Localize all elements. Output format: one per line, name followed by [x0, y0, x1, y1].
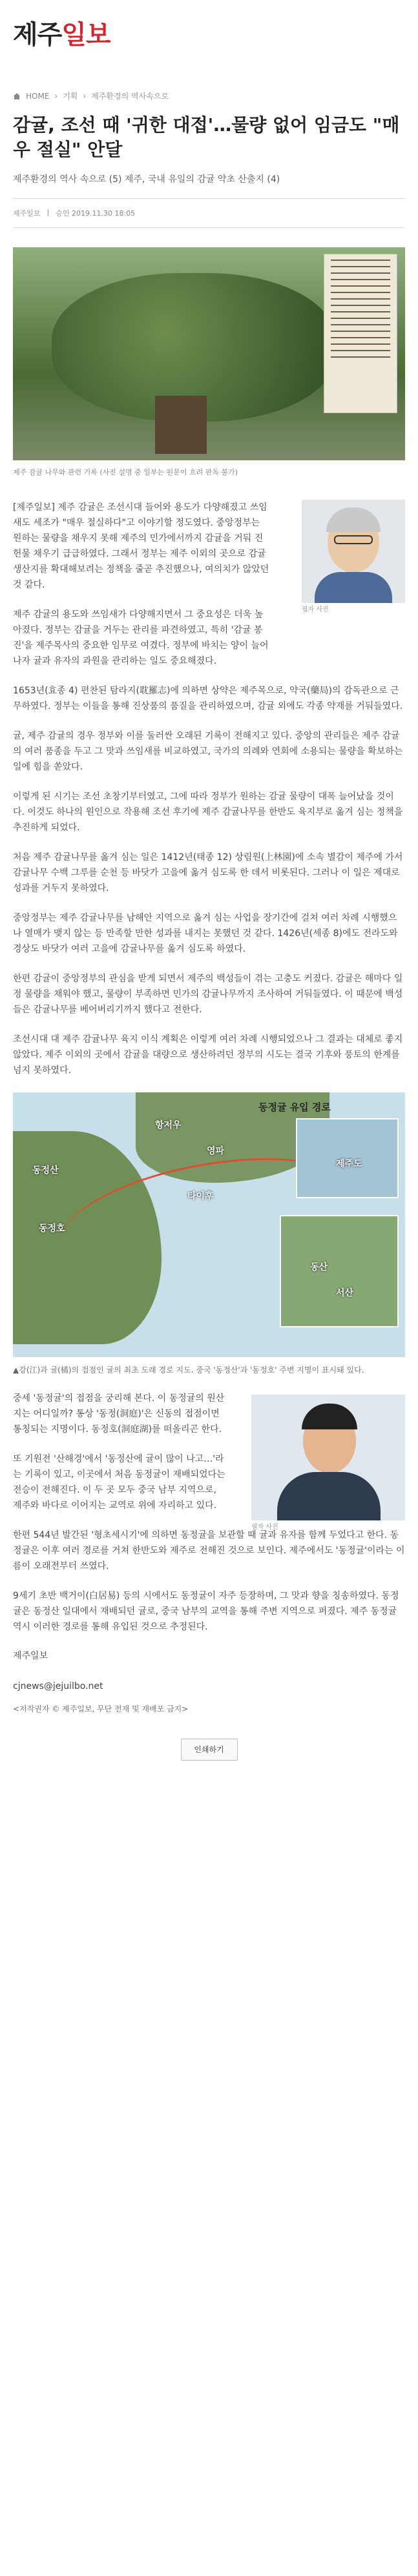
map-label: 타이후 [187, 1191, 214, 1201]
photo-caption: 제주 감귤 나무와 관련 기록 (사진 설명 중 일부는 원문이 흐려 판독 불가) [13, 468, 238, 476]
contact-email[interactable]: cjnews@jejuilbo.net [13, 1681, 103, 1692]
breadcrumb-home[interactable]: HOME [26, 91, 50, 101]
map-caption: ▲강(江)과 귤(橘)의 접점인 귤의 최초 도래 경로 지도. 중국 '동정산'과 '동정호' 주변 지명이 표시돼 있다. [13, 1365, 364, 1375]
article-body-1 [0, 500, 418, 1078]
article-meta: 제주일보 | 승인 2019.11.30 18:05 [13, 198, 405, 228]
map-label: 동정산 [32, 1165, 59, 1176]
site-header [0, 0, 418, 50]
map-title: 동정귤 유입 경로 [258, 1101, 331, 1113]
route-map [13, 1092, 405, 1357]
site-logo[interactable]: 제주일보 [13, 20, 110, 50]
map-label: 동정호 [39, 1223, 65, 1234]
breadcrumb-series[interactable]: 제주환경의 역사속으로 [91, 92, 169, 101]
article-byline: 제주일보 [13, 1651, 48, 1661]
copyright-notice: <저작권자 © 제주일보, 무단 전재 및 재배포 금지> [13, 1704, 189, 1713]
paragraph: 이렇게 된 시기는 조선 초창기부터였고, 그에 따라 정부가 원하는 감귤 물량이 대폭 늘어났을 것이다. 이것도 하나의 원인으로 작용해 조선 후기에 제주 감귤나무를 한반도 육지부로 옮겨 심는 정책을 추진하게 되었다. [13, 792, 403, 833]
paragraph: 제주 감귤의 용도와 쓰임새가 다양해지면서 그 중요성은 더욱 높아졌다. 정부는 감귤을 거두는 관리를 파견하였고, 특히 '감귤 봉진'을 제주목사의 중요한 임무로 여겼다. 정부에 바치는 양이 늘어나자 귤과 유자의 과원을 관리하는 일도 중요해졌다. [13, 609, 269, 666]
paragraph: 중앙정부는 제주 감귤나무를 남해안 지역으로 옮겨 심는 사업을 장기간에 걸쳐 여러 차례 시행했으나 열매가 맺지 않는 등 만족할 만한 성과를 내지는 못했던 것 같다. 1426년(세종 8)에도 전라도와 경상도 바닷가 여러 고을에 감귤나무를 옮겨 심도록 하였다. [13, 913, 398, 954]
paragraph: [제주일보] 제주 감귤은 조선시대 들어와 용도가 다양해졌고 쓰임새도 세조가 "매우 절실하다"고 이야기할 정도였다. 중앙정부는 원하는 물량을 채우지 못해 제주의 민가에서까지 감귤을 거둬 진헌물 채우기 급급하였다. 그래서 정부는 제주 이외의 곳으로 감귤생산지를 확대해보려는 정책을 줄곧 추진했으나, 여의치가 않았던 것 같다. [13, 502, 269, 590]
paragraph: 9세기 초반 백거이(白居易) 등의 시에서도 동정귤이 자주 등장하며, 그 맛과 향을 칭송하였다. 동정귤은 동정산 일대에서 재배되던 귤로, 중국 남부의 교역을 통해 주변 지역으로 퍼졌다. 제주 동정귤 역시 이러한 경로를 통해 유입된 것으로 추정된다. [13, 1591, 399, 1632]
map-label: 제주도 [336, 1159, 362, 1169]
author-portrait [302, 500, 405, 616]
paragraph: 처음 제주 감귤나무를 옮겨 심는 일은 1412년(태종 12) 상림원(上林園)에 소속 별감이 제주에 가서 감귤나무 수백 그루를 순천 등 바닷가 고을에 옮겨 심도록 한 데서 비롯된다. 그러나 이 일은 제대로 성과를 거두지 못하였다. [13, 852, 403, 894]
paragraph: 1653년(효종 4) 편찬된 탐라지(耽羅志)에 의하면 상약은 제주목으로, 약국(藥局)의 감독관으로 근무하였다. 정부는 이들을 통해 진상품의 품질을 관리하였으며, 감귤 외에도 각종 약재를 거둬들였다. [13, 686, 403, 711]
author-portrait-2 [251, 1395, 405, 1532]
home-icon[interactable] [13, 92, 21, 100]
portrait-caption: 필자 사진 [302, 606, 329, 613]
portrait-caption: 필자 사진 [251, 1524, 278, 1531]
paragraph: 중세 '동정귤'의 접점을 궁리해 본다. 이 동정귤의 원산지는 어디일까? 통상 '동정(洞庭)'은 신동의 접점이면 통칭되는 지명이다. 동정호(洞庭湖)를 떠올리곤 한다. [13, 1393, 225, 1435]
paragraph: 한편 감귤이 중앙정부의 관심을 받게 되면서 제주의 백성들이 겪는 고충도 커졌다. 감귤은 해마다 일정 물량을 채워야 했고, 물량이 부족하면 민가의 감귤나무까지 조사하여 거둬들였다. 이 때문에 백성들은 감귤나무를 베어버리기까지 했다고 전한다. [13, 974, 403, 1015]
map-label: 동산 [310, 1262, 328, 1273]
print-button[interactable]: 인쇄하기 [181, 1739, 238, 1761]
breadcrumb: HOME › 기획 › 제주환경의 역사속으로 [0, 90, 418, 101]
paragraph: 귤, 제주 감귤의 경우 정부와 이를 둘러싼 오래된 기록이 전해지고 있다. 중앙의 관리들은 제주 감귤의 여러 품종을 두고 그 맛과 쓰임새를 비교하였고, 국가의 의례와 연회에 소용되는 물량을 확보하는 일에 힘을 쏟았다. [13, 731, 403, 772]
map-label: 항저우 [155, 1120, 182, 1130]
author-name: 제주일보 [13, 209, 41, 218]
article-title: 감귤, 조선 때 '귀한 대접'…물량 없어 임금도 "매우 절실" 안달 [13, 114, 400, 160]
article-body-2 [0, 1391, 418, 1635]
map-label: 서산 [336, 1288, 354, 1298]
article-subtitle: 제주환경의 역사 속으로 (5) 제주, 국내 유일의 감귤 약초 산출지 (4) [13, 174, 280, 185]
map-label: 영파 [207, 1146, 225, 1156]
paragraph: 조선시대 대 제주 감귤나무 육지 이식 계획은 이렇게 여러 차례 시행되었으나 그 결과는 대체로 좋지 않았다. 제주 이외의 곳에서 감귤을 대량으로 생산하려던 정부의 시도는 결국 기후와 풍토의 한계를 넘지 못하였다. [13, 1034, 403, 1076]
paragraph: 한편 544년 발간된 '형초세시기'에 의하면 동정귤을 보관할 때 귤과 유자를 함께 두었다고 한다. 동정귤은 이후 여러 경로를 거쳐 한반도와 제주로 전해진 것으로 보인다. 제주에서도 '동정귤'이라는 이름이 오래전부터 쓰였다. [13, 1530, 405, 1571]
publish-date: 승인 2019.11.30 18:05 [56, 209, 136, 218]
paragraph: 또 기원전 '산해경'에서 '동정산에 귤이 많이 나고…'라는 기록이 있고, 이곳에서 처음 동정귤이 재배되었다는 전승이 전해진다. 이 두 곳 모두 중국 남부 지역으로, 제주와 바다로 이어지는 교역로 위에 자리하고 있다. [13, 1454, 225, 1511]
tangerine-tree-photo [13, 247, 405, 460]
breadcrumb-section[interactable]: 기획 [63, 92, 78, 101]
historical-document-image [324, 254, 397, 413]
